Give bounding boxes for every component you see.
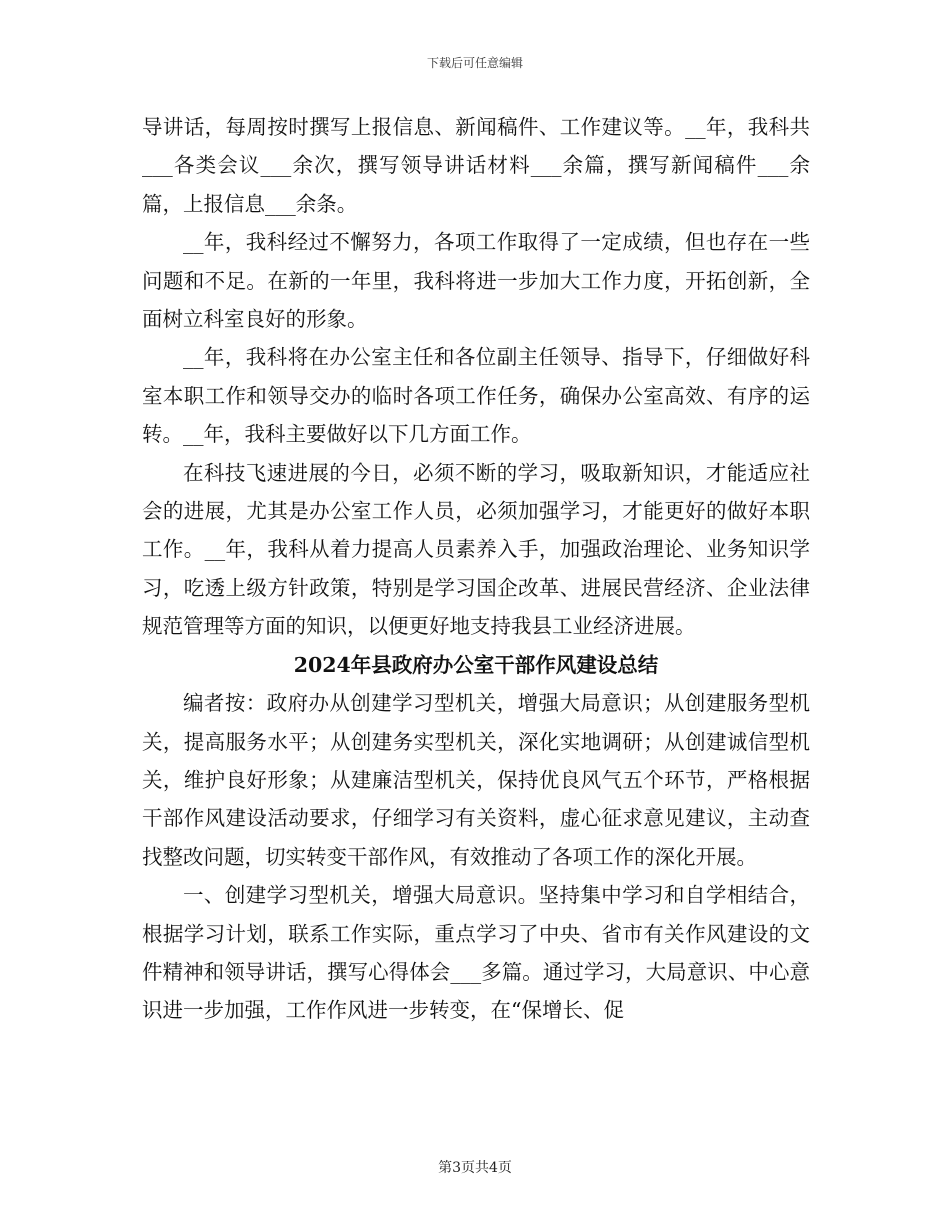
page-header-note: 下载后可任意编辑 bbox=[426, 56, 523, 70]
paragraph-3: __年，我科将在办公室主任和各位副主任领导、指导下，仔细做好科室本职工作和领导交办的临时各项工作任务，确保办公室高效、有序的运转。__年，我科主要做好以下几方面工作。 bbox=[142, 345, 810, 447]
document-title: 2024年县政府办公室干部作风建设总结 bbox=[293, 652, 659, 677]
document-body bbox=[142, 108, 810, 1030]
page-number: 第3页共4页 bbox=[438, 1160, 512, 1176]
paragraph-4: 在科技飞速进展的今日，必须不断的学习，吸取新知识，才能适应社会的进展，尤其是办公室工作人员，必须加强学习，才能更好的做好本职工作。__年，我科从着力提高人员素养入手，加强政治理论、业务知识学习，吃透上级方针政策，特别是学习国企改革、进展民营经济、企业法律规范管理等方面的知识，以便更好地支持我县工业经济进展。 bbox=[142, 460, 810, 639]
paragraph-1: 导讲话，每周按时撰写上报信息、新闻稿件、工作建议等。__年，我科共___各类会议___余次，撰写领导讲话材料___余篇，撰写新闻稿件___余篇，上报信息___余条。 bbox=[142, 115, 810, 216]
paragraph-editor-note: 编者按：政府办从创建学习型机关，增强大局意识；从创建服务型机关，提高服务水平；从创建务实型机关，深化实地调研；从创建诚信型机关，维护良好形象；从建廉洁型机关，保持优良风气五个环节，严格根据干部作风建设活动要求，仔细学习有关资料，虚心征求意见建议，主动查找整改问题，切实转变干部作风，有效推动了各项工作的深化开展。 bbox=[142, 691, 810, 869]
paragraph-2: __年，我科经过不懈努力，各项工作取得了一定成绩，但也存在一些问题和不足。在新的一年里，我科将进一步加大工作力度，开拓创新，全面树立科室良好的形象。 bbox=[142, 230, 810, 332]
paragraph-section-1: 一、创建学习型机关，增强大局意识。坚持集中学习和自学相结合，根据学习计划，联系工作实际，重点学习了中央、省市有关作风建设的文件精神和领导讲话，撰写心得体会___多篇。通过学习，大局意识、中心意识进一步加强，工作作风进一步转变，在“保增长、促 bbox=[142, 883, 810, 1023]
